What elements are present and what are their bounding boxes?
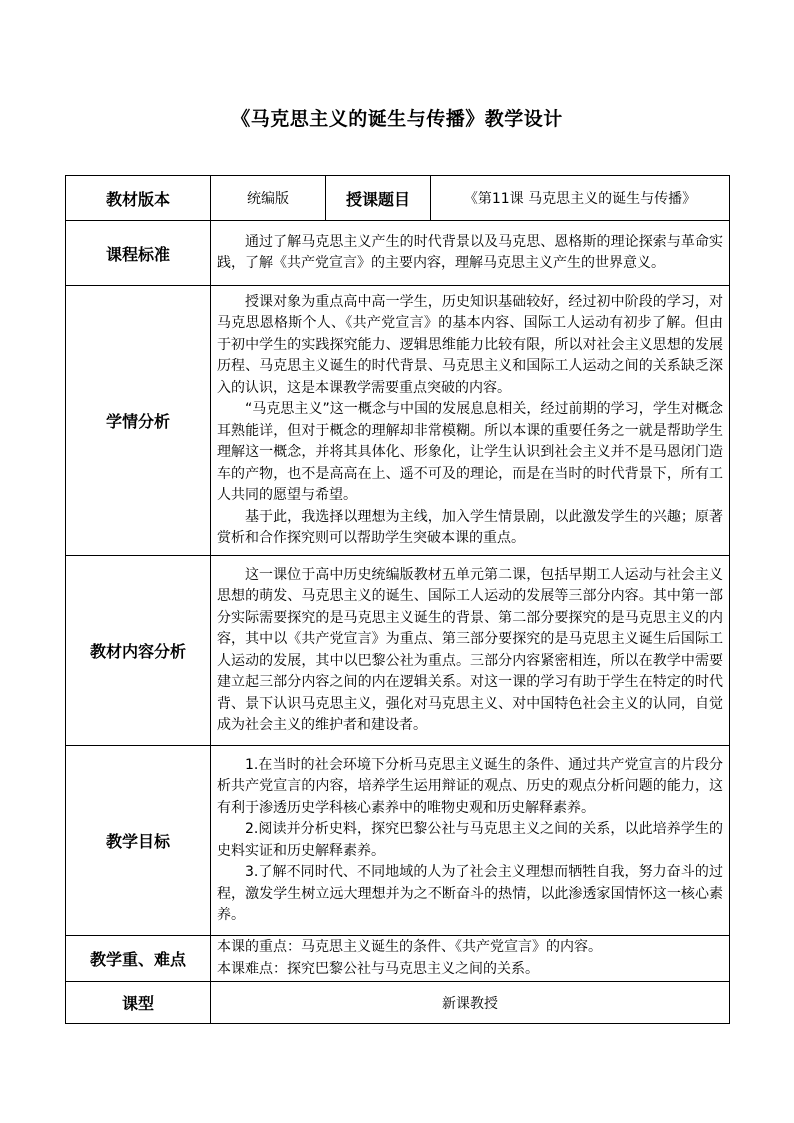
curriculum-standard-paragraph: 通过了解马克思主义产生的时代背景以及马克思、恩格斯的理论探索与革命实践，了解《共产党宣言》的主要内容，理解马克思主义产生的世界意义。 [217,233,723,271]
label-curriculum-standard: 课程标准 [66,221,211,286]
label-key-points: 教学重、难点 [66,936,211,982]
difficulty-line: 本课难点：探究巴黎公社与马克思主义之间的关系。 [217,960,539,977]
student-analysis-content [211,286,730,556]
lesson-plan-table [65,175,730,1024]
teaching-goal-1: 1.在当时的社会环境下分析马克思主义诞生的条件、通过共产党宣言的片段分析共产党宣言的内容，培养学生运用辩证的观点、历史的观点分析问题的能力，这有利于渗透历史学科核心素养中的唯物史观和历史解释素养。 [217,756,723,816]
edition-value: 统编版 [211,176,326,221]
label-teaching-goals: 教学目标 [66,746,211,936]
label-topic: 授课题目 [326,176,431,221]
document-title: 《马克思主义的诞生与传播》教学设计 [231,108,563,130]
label-lesson-type: 课型 [66,982,211,1024]
header-row [66,176,730,221]
curriculum-standard-content [211,221,730,286]
student-analysis-paragraph-3: 基于此，我选择以理想为主线，加入学生情景剧，以此激发学生的兴趣；原著赏析和合作探究则可以帮助学生突破本课的重点。 [217,508,723,546]
topic-value: 《第11课 马克思主义的诞生与传播》 [431,176,730,221]
content-analysis-content [211,556,730,746]
content-analysis-row [66,556,730,746]
label-content-analysis: 教材内容分析 [66,556,211,746]
lesson-type-value: 新课教授 [211,982,730,1024]
student-analysis-row [66,286,730,556]
key-points-row [66,936,730,982]
key-points-content [211,936,730,982]
key-point-line: 本课的重点：马克思主义诞生的条件、《共产党宣言》的内容。 [217,939,602,955]
teaching-goal-3: 3.了解不同时代、不同地域的人为了社会主义理想而牺牲自我，努力奋斗的过程，激发学生树立远大理想并为之不断奋斗的热情，以此渗透家国情怀这一核心素养。 [217,864,723,923]
label-edition: 教材版本 [66,176,211,221]
student-analysis-paragraph-2: “马克思主义”这一概念与中国的发展息息相关，经过前期的学习，学生对概念耳熟能详，但对于概念的理解却非常模糊。所以本课的重要任务之一就是帮助学生理解这一概念，并将其具体化、形象化，让学生认识到社会主义并不是马恩闭门造车的产物，也不是高高在上、遥不可及的理论，而是在当时的时代背景下，所有工人共同的愿望与希望。 [217,401,723,503]
teaching-goals-content [211,746,730,936]
teaching-goal-2: 2.阅读并分析史料，探究巴黎公社与马克思主义之间的关系，以此培养学生的史料实证和历史解释素养。 [217,821,723,859]
lesson-type-row [66,982,730,1024]
label-student-analysis: 学情分析 [66,286,211,556]
student-analysis-paragraph-1: 授课对象为重点高中高一学生，历史知识基础较好，经过初中阶段的学习，对马克思恩格斯个人、《共产党宣言》的基本内容、国际工人运动有初步了解。但由于初中学生的实践探究能力、逻辑思维能力比较有限，所以对社会主义思想的发展历程、马克思主义诞生的时代背景、马克思主义和国际工人运动之间的关系缺乏深入的认识，这是本课教学需要重点突破的内容。 [217,293,723,396]
curriculum-standard-row [66,221,730,286]
content-analysis-paragraph: 这一课位于高中历史统编版教材五单元第二课，包括早期工人运动与社会主义思想的萌发、马克思主义的诞生、国际工人运动的发展等三部分内容。其中第一部分实际需要探究的是马克思主义诞生的背景、第二部分要探究的是马克思主义的内容，其中以《共产党宣言》为重点、第三部分要探究的是马克思主义诞生后国际工人运动的发展，其中以巴黎公社为重点。三部分内容紧密相连，所以在教学中需要建立起三部分内容之间的内在逻辑关系。对这一课的学习有助于学生在特定的时代背、景下认识马克思主义，强化对马克思主义、对中国特色社会主义的认同，自觉成为社会主义的维护者和建设者。 [217,566,723,733]
teaching-goals-row [66,746,730,936]
